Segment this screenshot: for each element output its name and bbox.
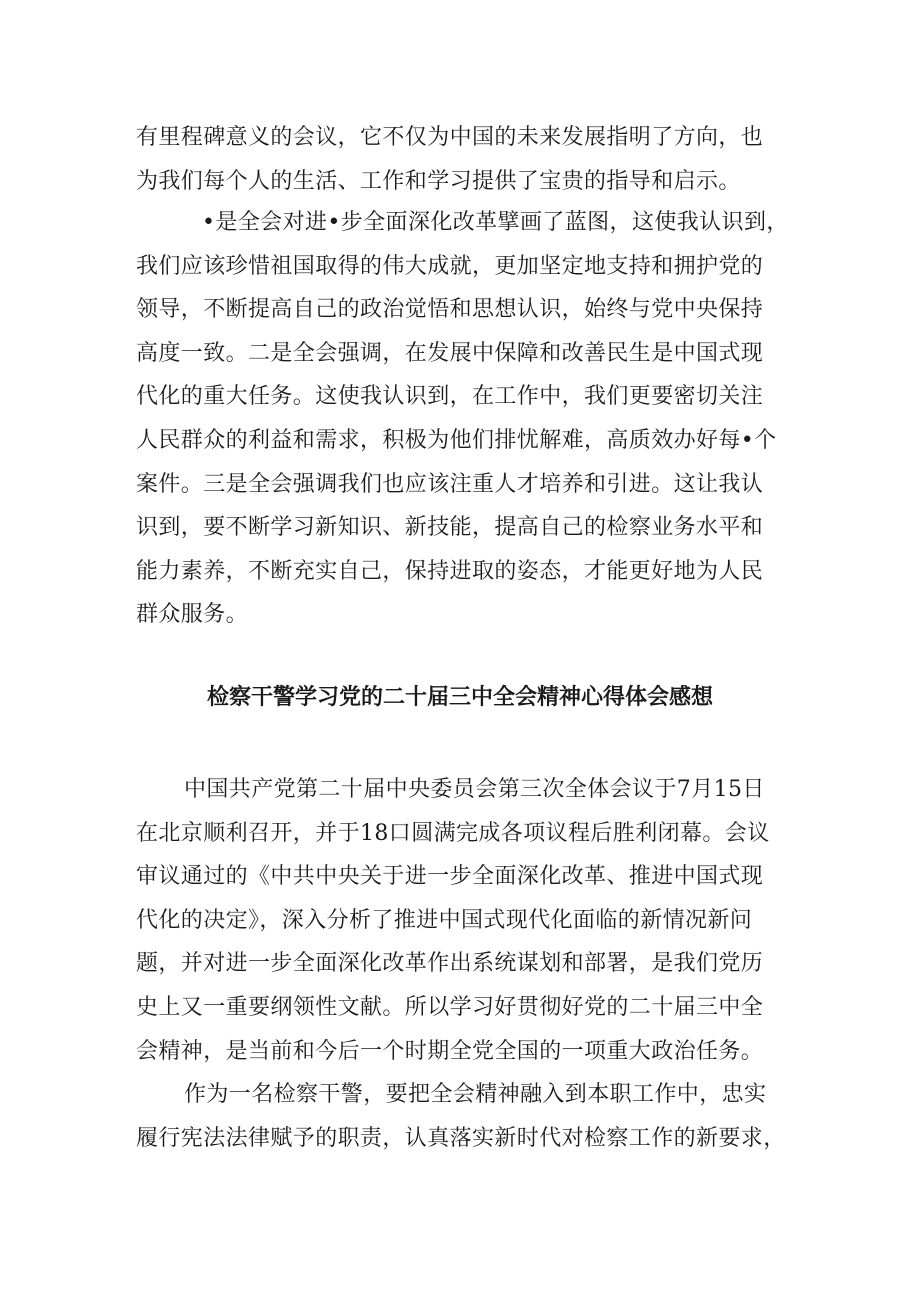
paragraph-reflections [136, 201, 796, 637]
text-line: 人民群众的利益和需求，积极为他们排忧解难，高质效办好每•个 [136, 427, 777, 453]
section-title: 检察干警学习党的二十届三中全会精神心得体会感想 [206, 685, 713, 710]
text-line: •是全会对进•步全面深化改革擘画了蓝图，这使我认识到， [202, 210, 789, 235]
text-line: 能力素养，不断充实自己，保持进取的姿态，才能更好地为人民 [136, 558, 764, 584]
text-line: 案件。三是全会强调我们也应该注重人才培养和引进。这让我认 [136, 471, 764, 497]
paragraph-introduction [136, 768, 796, 1073]
text-line: 群众服务。 [136, 602, 249, 628]
text-line: 识到，要不断学习新知识、新技能，提高自己的检察业务水平和 [136, 515, 764, 541]
text-line: 领导，不断提高自己的政治觉悟和思想认识，始终与党中央保持 [136, 297, 764, 323]
text-line: 履行宪法法律赋予的职责，认真落实新时代对检察工作的新要求， [136, 1125, 786, 1151]
text-line: 代化的决定》，深入分析了推进中国式现代化面临的新情况新问 [136, 907, 753, 933]
text-line: 为我们每个人的生活、工作和学习提供了宝贵的指导和启示。 [136, 168, 741, 194]
text-line: 我们应该珍惜祖国取得的伟大成就，更加坚定地支持和拥护党的 [136, 253, 764, 279]
continuation-paragraph [136, 116, 796, 203]
text-line: 题，并对进一步全面深化改革作出系统谋划和部署，是我们党历 [136, 951, 764, 977]
text-line: 史上又一重要纲领性文献。所以学习好贯彻好党的二十届三中全 [136, 994, 764, 1020]
text-line: 审议通过的《中共中央关于进一步全面深化改革、推进中国式现 [136, 864, 764, 890]
text-line: 会精神，是当前和今后一个时期全党全国的一项重大政治任务。 [136, 1038, 764, 1064]
text-line: 中国共产党第二十届中央委员会第三次全体会议于7月15日 [184, 777, 765, 802]
text-line: 有里程碑意义的会议，它不仅为中国的未来发展指明了方向，也 [136, 125, 764, 150]
text-line: 在北京顺利召开，并于18口圆满完成各项议程后胜利闭幕。会议 [136, 820, 770, 846]
text-line: 代化的重大任务。这使我认识到，在工作中，我们更要密切关注 [136, 384, 764, 410]
paragraph-duty [136, 1073, 796, 1160]
text-line: 作为一名检察干警，要把全会精神融入到本职工作中，忠实 [184, 1082, 767, 1107]
text-line: 高度一致。二是全会强调，在发展中保障和改善民生是中国式现 [136, 340, 764, 366]
